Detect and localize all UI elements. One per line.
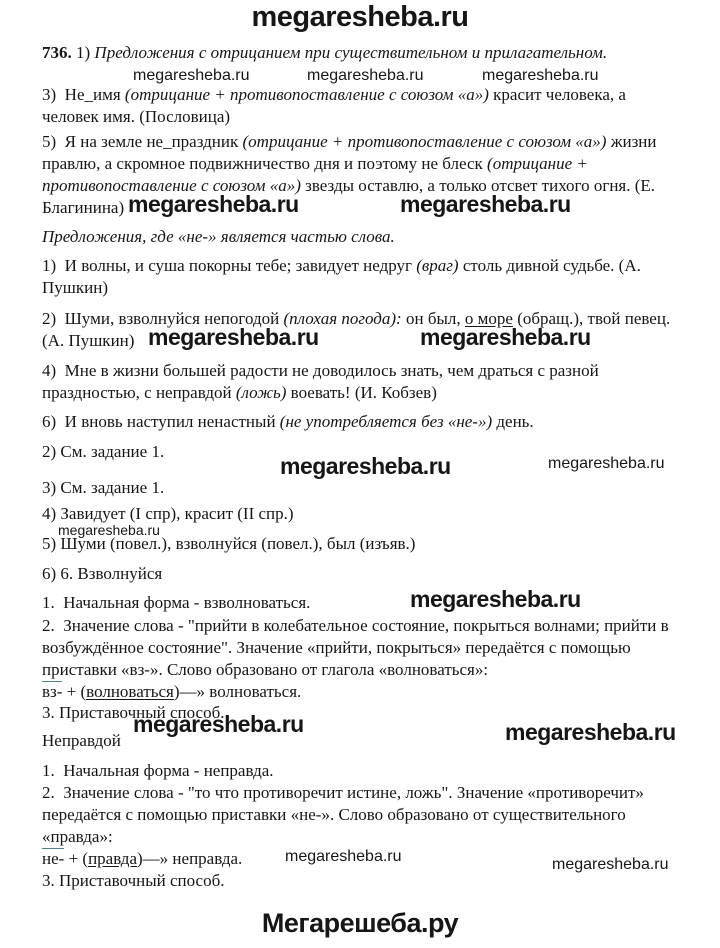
watermark-text: megaresheba.ru xyxy=(133,67,250,84)
text-segment: жизни xyxy=(606,132,657,151)
watermark-text: megaresheba.ru xyxy=(552,856,669,873)
text-segment: о море xyxy=(464,309,513,328)
site-watermark-header: megaresheba.ru xyxy=(251,1,469,33)
text-segment: 5) Шуми (повел.), взволнуйся (повел.), был (изъяв.) xyxy=(42,534,416,553)
text-line xyxy=(42,592,310,613)
text-segment: )—» неправда. xyxy=(137,849,243,868)
text-line xyxy=(42,441,164,462)
watermark-text: megaresheba.ru xyxy=(400,191,571,217)
text-segment: )—» волноваться. xyxy=(173,682,302,701)
watermark-text: megaresheba.ru xyxy=(548,455,665,472)
text-line xyxy=(42,730,121,751)
text-segment: 5) Я на земле не_праздник xyxy=(42,132,243,151)
watermark-text: megaresheba.ru xyxy=(148,324,319,350)
text-line xyxy=(42,637,631,658)
watermark-text: megaresheba.ru xyxy=(133,711,304,737)
text-segment: передаётся с помощью приставки «не-». Слово образовано от существительного xyxy=(42,805,626,824)
text-segment: правда xyxy=(88,849,138,868)
watermark xyxy=(280,453,451,479)
text-segment: Предложения с отрицанием при существительном и прилагательном. xyxy=(94,43,608,62)
watermark xyxy=(410,586,581,612)
watermark-text: megaresheba.ru xyxy=(285,848,402,865)
text-segment: 3. Приставочный способ. xyxy=(42,703,225,722)
watermark-text: megaresheba.ru xyxy=(307,67,424,84)
text-segment: 2. Значение слова - "прийти в колебательное состояние, покрыться волнами; прийти в xyxy=(42,616,669,635)
watermark xyxy=(133,64,250,86)
text-segment: он был, xyxy=(401,309,465,328)
text-line xyxy=(42,681,301,702)
text-segment: вз- xyxy=(42,682,63,701)
text-segment: Предложения, где «не-» является частью слова. xyxy=(42,227,395,246)
text-segment: (плохая погода): xyxy=(283,309,402,328)
watermark-text: megaresheba.ru xyxy=(410,586,581,612)
text-segment: 6) 6. Взволнуйся xyxy=(42,564,163,583)
text-line xyxy=(42,255,641,276)
text-segment: 1) И волны, и суша покорны тебе; завидует недруг xyxy=(42,256,417,275)
text-line xyxy=(42,760,274,781)
watermark-text: megaresheba.ru xyxy=(482,67,599,84)
text-segment: (ложь) xyxy=(235,383,287,402)
text-line xyxy=(42,848,242,869)
exercise-title-line xyxy=(42,42,607,63)
text-line xyxy=(42,360,599,381)
site-logo-footer: Мегарешеба.ру xyxy=(261,908,459,938)
text-segment: (отрицание + xyxy=(487,154,588,173)
text-segment: не- xyxy=(42,849,65,868)
text-line xyxy=(42,477,164,498)
text-line xyxy=(42,563,162,584)
text-line xyxy=(42,330,134,351)
text-segment: (А. Пушкин) xyxy=(42,331,135,350)
text-segment: (враг) xyxy=(416,256,459,275)
text-line xyxy=(42,659,488,680)
watermark xyxy=(548,452,665,474)
watermark xyxy=(307,64,424,86)
text-line xyxy=(42,533,415,554)
text-segment: «правда»: xyxy=(42,827,113,846)
text-line xyxy=(42,277,108,298)
text-segment: красит человека, а xyxy=(488,85,626,104)
watermark-text: megaresheba.ru xyxy=(505,719,676,745)
watermark-text: megaresheba.ru xyxy=(58,522,160,538)
text-segment: день. xyxy=(492,412,534,431)
text-segment: 2) См. задание 1. xyxy=(42,442,165,461)
watermark xyxy=(148,324,319,350)
text-segment: 1) xyxy=(71,43,95,62)
text-line xyxy=(42,131,657,152)
text-segment: 4) Завидует (I спр), красит (II спр.) xyxy=(42,504,294,523)
text-segment: Пушкин) xyxy=(42,278,108,297)
text-segment: возбуждённое состояние". Значение «прийти, покрыться» передаётся с помощью xyxy=(42,638,631,657)
text-segment: Благинина) xyxy=(42,198,125,217)
text-segment: (не употребляется без «не-») xyxy=(279,412,493,431)
text-segment: 4) Мне в жизни большей радости не доводилось знать, чем драться с разной xyxy=(42,361,599,380)
text-line xyxy=(42,804,626,825)
text-segment: человек имя. (Пословица) xyxy=(42,107,231,126)
text-segment: 6) И вновь наступил ненастный xyxy=(42,412,280,431)
watermark xyxy=(552,853,669,875)
text-segment: 3) Не_имя xyxy=(42,85,125,104)
text-segment: приставки «вз-». Слово образовано от глагола «волноваться»: xyxy=(42,660,489,679)
watermark xyxy=(420,324,591,350)
text-segment: (отрицание + противопоставление с союзом «а») xyxy=(242,132,607,151)
watermark-text: megaresheba.ru xyxy=(420,324,591,350)
text-segment: 2. Значение слова - "то что противоречит истине, ложь". Значение «противоречит» xyxy=(42,783,644,802)
text-line xyxy=(42,84,626,105)
text-line xyxy=(42,826,113,847)
watermark xyxy=(133,711,304,737)
text-segment: 3) См. задание 1. xyxy=(42,478,165,497)
text-segment: Неправдой xyxy=(42,731,121,750)
text-line xyxy=(42,382,437,403)
text-segment: правлю, а скромное подвижничество дня и поэтому не блеск xyxy=(42,154,488,173)
watermark-text: megaresheba.ru xyxy=(280,453,451,479)
text-segment: воевать! (И. Кобзев) xyxy=(286,383,437,402)
text-segment: 1. Начальная форма - взволноваться. xyxy=(42,593,311,612)
text-line xyxy=(42,226,395,247)
text-segment: волноваться xyxy=(86,682,174,701)
text-segment: звезды оставлю, а только отсвет тихого огня. (Е. xyxy=(300,176,656,195)
watermark-text: megaresheba.ru xyxy=(128,191,299,217)
watermark xyxy=(482,64,599,86)
text-segment: (обращ.), твой певец. xyxy=(512,309,671,328)
watermark xyxy=(400,191,571,217)
text-segment: (отрицание + противопоставление с союзом «а») xyxy=(124,85,489,104)
text-segment: 1. Начальная форма - неправда. xyxy=(42,761,274,780)
text-segment: столь дивной судьбе. (А. xyxy=(458,256,641,275)
text-segment: 3. Приставочный способ. xyxy=(42,871,225,890)
text-line xyxy=(42,106,230,127)
text-segment: 2) Шуми, взволнуйся непогодой xyxy=(42,309,284,328)
text-line xyxy=(42,782,644,803)
text-line xyxy=(42,153,588,174)
text-segment: + ( xyxy=(64,849,89,868)
watermark xyxy=(505,719,676,745)
text-line xyxy=(42,197,124,218)
text-line xyxy=(42,411,534,432)
text-segment: 736. xyxy=(42,43,72,62)
text-segment: + ( xyxy=(62,682,87,701)
watermark xyxy=(285,845,402,867)
text-segment: противопоставление с союзом «а») xyxy=(42,176,301,195)
watermark xyxy=(128,191,299,217)
text-line xyxy=(42,615,669,636)
text-segment: праздностью, с неправдой xyxy=(42,383,236,402)
text-line xyxy=(42,870,225,891)
